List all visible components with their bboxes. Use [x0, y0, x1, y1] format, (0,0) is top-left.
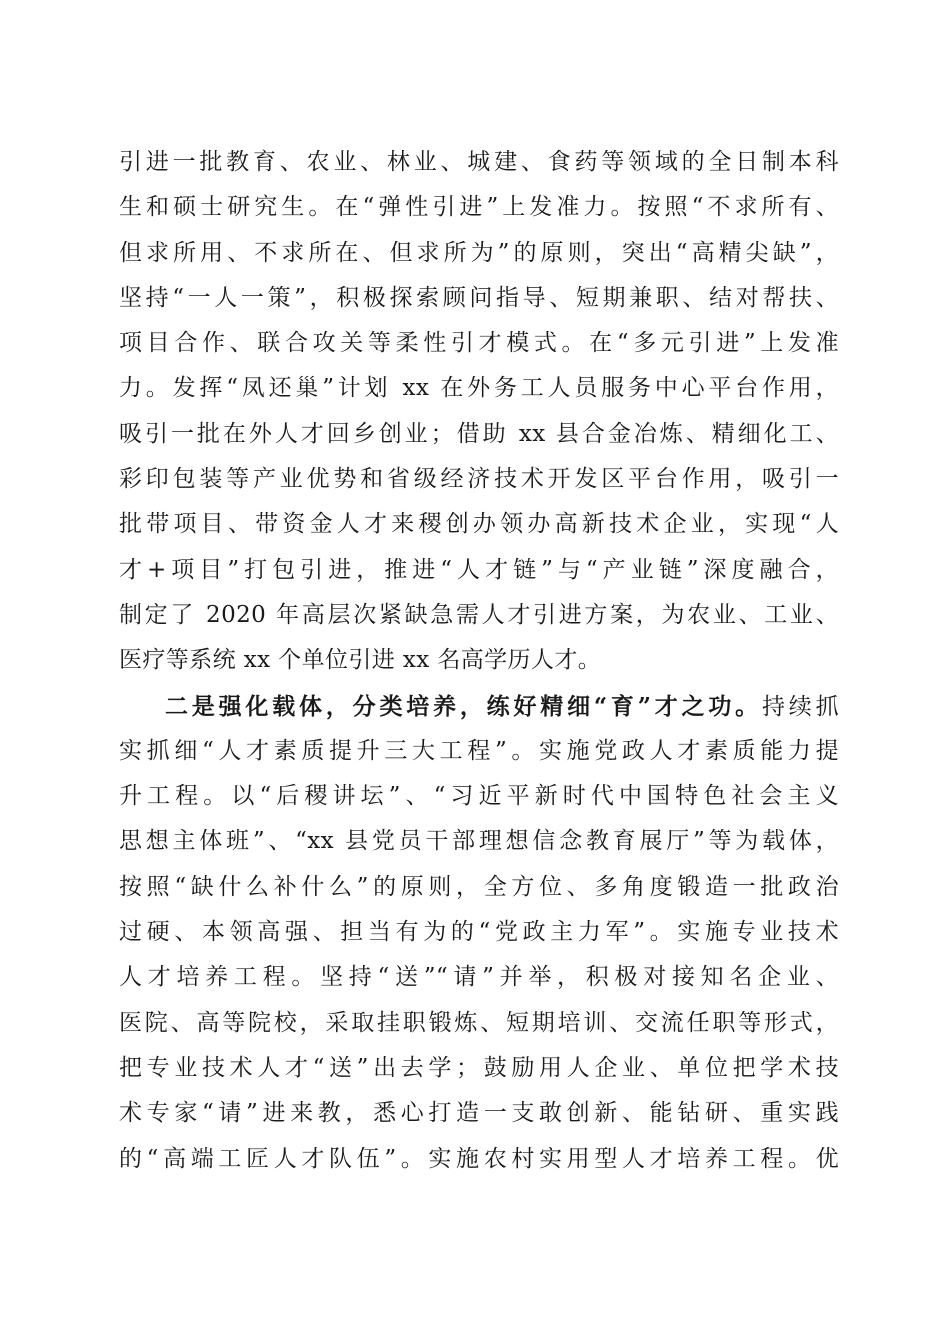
text-line: 坚持“一人一策”，积极探索顾问指导、短期兼职、结对帮扶、 — [119, 284, 839, 311]
text-line: 批带项目、带资金人才来稷创办领办高新技术企业，实现“人 — [119, 511, 839, 538]
text-line: 实抓细“人才素质提升三大工程”。实施党政人才素质能力提 — [119, 737, 839, 764]
text-line: 过硬、本领高强、担当有为的“党政主力军”。实施专业技术 — [119, 919, 839, 946]
text-line: 医院、高等院校，采取挂职锻炼、短期培训、交流任职等形式， — [119, 1009, 839, 1036]
text-fragment: 持续抓 — [761, 693, 839, 720]
text-line: 生和硕士研究生。在“弹性引进”上发准力。按照“不求所有、 — [119, 194, 839, 221]
paragraph-heading: 二是强化载体，分类培养，练好精细“育”才之功。 — [165, 692, 762, 720]
text-line: 的“高端工匠人才队伍”。实施农村实用型人才培养工程。优 — [119, 1145, 839, 1172]
text-line: 彩印包装等产业优势和省级经济技术开发区平台作用，吸引一 — [119, 466, 839, 493]
text-line: 但求所用、不求所在、但求所为”的原则，突出“高精尖缺”， — [119, 239, 839, 266]
text-line: 按照“缺什么补什么”的原则，全方位、多角度锻造一批政治 — [119, 873, 839, 900]
text-line: 项目合作、联合攻关等柔性引才模式。在“多元引进”上发准 — [119, 330, 839, 357]
text-line: 制定了 2020 年高层次紧缺急需人才引进方案，为农业、工业、 — [119, 601, 839, 628]
body-text — [119, 140, 839, 1182]
text-line: 思想主体班”、“xx 县党员干部理想信念教育展厅”等为载体， — [119, 828, 839, 855]
text-line: 术专家“请”进来教，悉心打造一支敢创新、能钻研、重实践 — [119, 1100, 839, 1127]
text-line: 吸引一批在外人才回乡创业；借助 xx 县合金冶炼、精细化工、 — [119, 420, 839, 447]
text-line: 医疗等系统 xx 个单位引进 xx 名高学历人才。 — [119, 647, 602, 674]
text-line: 人才培养工程。坚持“送”“请”并举，积极对接知名企业、 — [119, 964, 839, 991]
text-line: 把专业技术人才“送”出去学；鼓励用人企业、单位把学术技 — [119, 1054, 839, 1081]
text-line: 升工程。以“后稷讲坛”、“习近平新时代中国特色社会主义 — [119, 783, 839, 810]
text-line: 引进一批教育、农业、林业、城建、食药等领域的全日制本科 — [119, 149, 839, 175]
text-line: 力。发挥“凤还巢”计划 xx 在外务工人员服务中心平台作用， — [119, 375, 839, 402]
paragraph-heading-line — [119, 684, 839, 729]
text-line: 才+项目”打包引进，推进“人才链”与“产业链”深度融合， — [119, 556, 839, 583]
